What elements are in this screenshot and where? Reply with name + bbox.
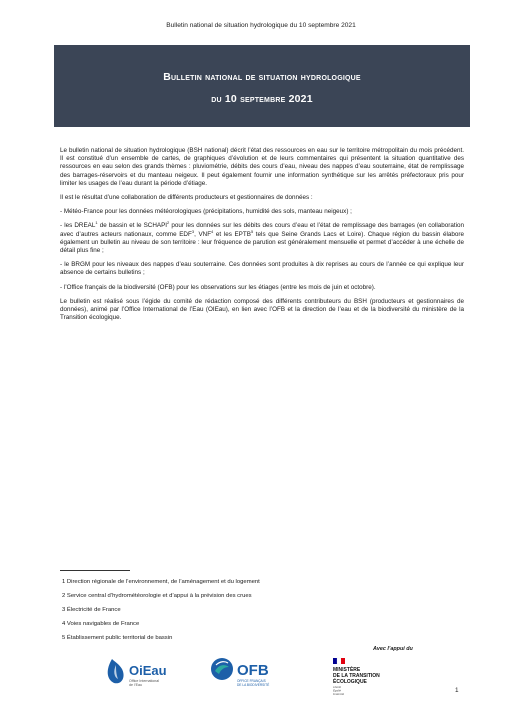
ministere-logo [331, 656, 391, 698]
text-run: de bassin et le SCHAPI [97, 222, 168, 230]
text-run: , VNF [194, 230, 212, 238]
body-text [60, 147, 464, 328]
ofb-wordmark: OFB [237, 662, 269, 679]
oieau-logo [104, 655, 184, 689]
footnote-1: 1 Direction régionale de l’environnement, de l’aménagement et du logement [62, 579, 260, 585]
footnote-ref: 4 [211, 228, 214, 234]
list-item-ofb: - l’Office français de la biodiversité (OFB) pour les observations sur les étiages (entre les mois de juin et octobre). [60, 283, 376, 291]
text-run: tels que Seine Grands Lacs et Loire). Chaque région du bassin élabore également un bulletin au niveau de son territoire : leur fréquence de parution est généralement mensuelle et permet d’accéder à une échelle de détail plus fine ; [60, 230, 465, 255]
text-run: - les DREAL [60, 222, 96, 230]
collaboration-paragraph: Il est le résultat d’une collaboration de différents producteurs et gestionnaires de données : [60, 194, 313, 202]
oieau-wordmark: OiEau [129, 663, 167, 678]
intro-paragraph: Le bulletin national de situation hydrologique (BSH national) décrit l’état des ressources en eau sur le territoire métropolitain du mois précédent. Il est constitué d’un ensemble de cartes, de graphiques d’évolution et de leurs commentaires qui présentent la situation quantitative des ressources en eau selon des grands thèmes : pluviométrie, débits des cours d’eau, niveau des nappes d’eau souterraine, état de remplissage des barrages-réservoirs et du manteau neigeux. Il peut également fournir une information synthétique sur les arrêtés préfectoraux pris pour limiter les usages de l’eau durant la période d’étiage. [60, 147, 464, 187]
title-banner [54, 45, 470, 127]
oieau-tagline-2: de l’Eau [129, 683, 142, 687]
footnote-ref: 5 [250, 228, 254, 234]
text-run: et les EPTB [213, 230, 251, 238]
motto-fraternite: Fraternité [333, 693, 345, 696]
ministere-line-1: MINISTÈRE [333, 667, 361, 673]
footnote-4: 4 Voies navigables de France [62, 621, 140, 627]
footnote-ref: 3 [191, 228, 195, 234]
footnotes [62, 578, 442, 648]
page-number: 1 [455, 687, 459, 694]
motto-liberte: Liberté [333, 686, 341, 689]
footnote-3: 3 Électricité de France [62, 607, 121, 613]
flag-blue [333, 658, 337, 664]
flag-red [341, 658, 345, 664]
ofb-tagline-1: OFFICE FRANÇAIS [237, 679, 266, 683]
ofb-tagline-2: DE LA BIODIVERSITÉ [237, 683, 270, 687]
document-date: du 10 septembre 2021 [211, 93, 313, 105]
footnote-5: 5 Établissement public territorial de bassin [62, 635, 173, 641]
flag-white [337, 658, 341, 664]
motto-egalite: Égalité [333, 689, 341, 693]
ministere-line-2: DE LA TRANSITION [333, 673, 380, 679]
running-header: Bulletin national de situation hydrologique du 10 septembre 2021 [166, 22, 356, 29]
closing-paragraph: Le bulletin est réalisé sous l’égide du comité de rédaction composé des différents contributeurs du BSH (producteurs et gestionnaires de données), animé par l’Office International de l’Eau (OIEau), en lien avec l’OFB et la direction de l’eau et de la biodiversité du ministère de la Transition écologique. [60, 297, 464, 322]
footnote-ref: 1 [95, 220, 98, 226]
footnote-ref: 2 [167, 220, 170, 226]
footnote-2: 2 Service central d’hydrométéorologie et d’appui à la prévision des crues [62, 593, 252, 599]
ofb-logo [210, 654, 284, 690]
footnote-separator [60, 570, 130, 571]
support-label: Avec l’appui du [373, 646, 413, 652]
text-run: pour les données sur les débits des cours d’eau et l’état de remplissage des barrages (en collaboration avec d’autres acteurs nationaux, comme EDF [60, 222, 464, 238]
ministere-line-3: ÉCOLOGIQUE [333, 679, 367, 685]
list-item-meteo-france: - Météo-France pour les données météorologiques (précipitations, humidité des sols, manteau neigeux) ; [60, 208, 352, 216]
oieau-tagline-1: Office International [129, 679, 160, 683]
list-item-brgm: - le BRGM pour les niveaux des nappes d’eau souterraine. Ces données sont produites à dix reprises au cours de l’année ce qui explique leur absence de certains bulletins ; [60, 261, 464, 277]
list-item-dreal [60, 222, 464, 255]
document-title: Bulletin national de situation hydrologique [163, 71, 361, 83]
